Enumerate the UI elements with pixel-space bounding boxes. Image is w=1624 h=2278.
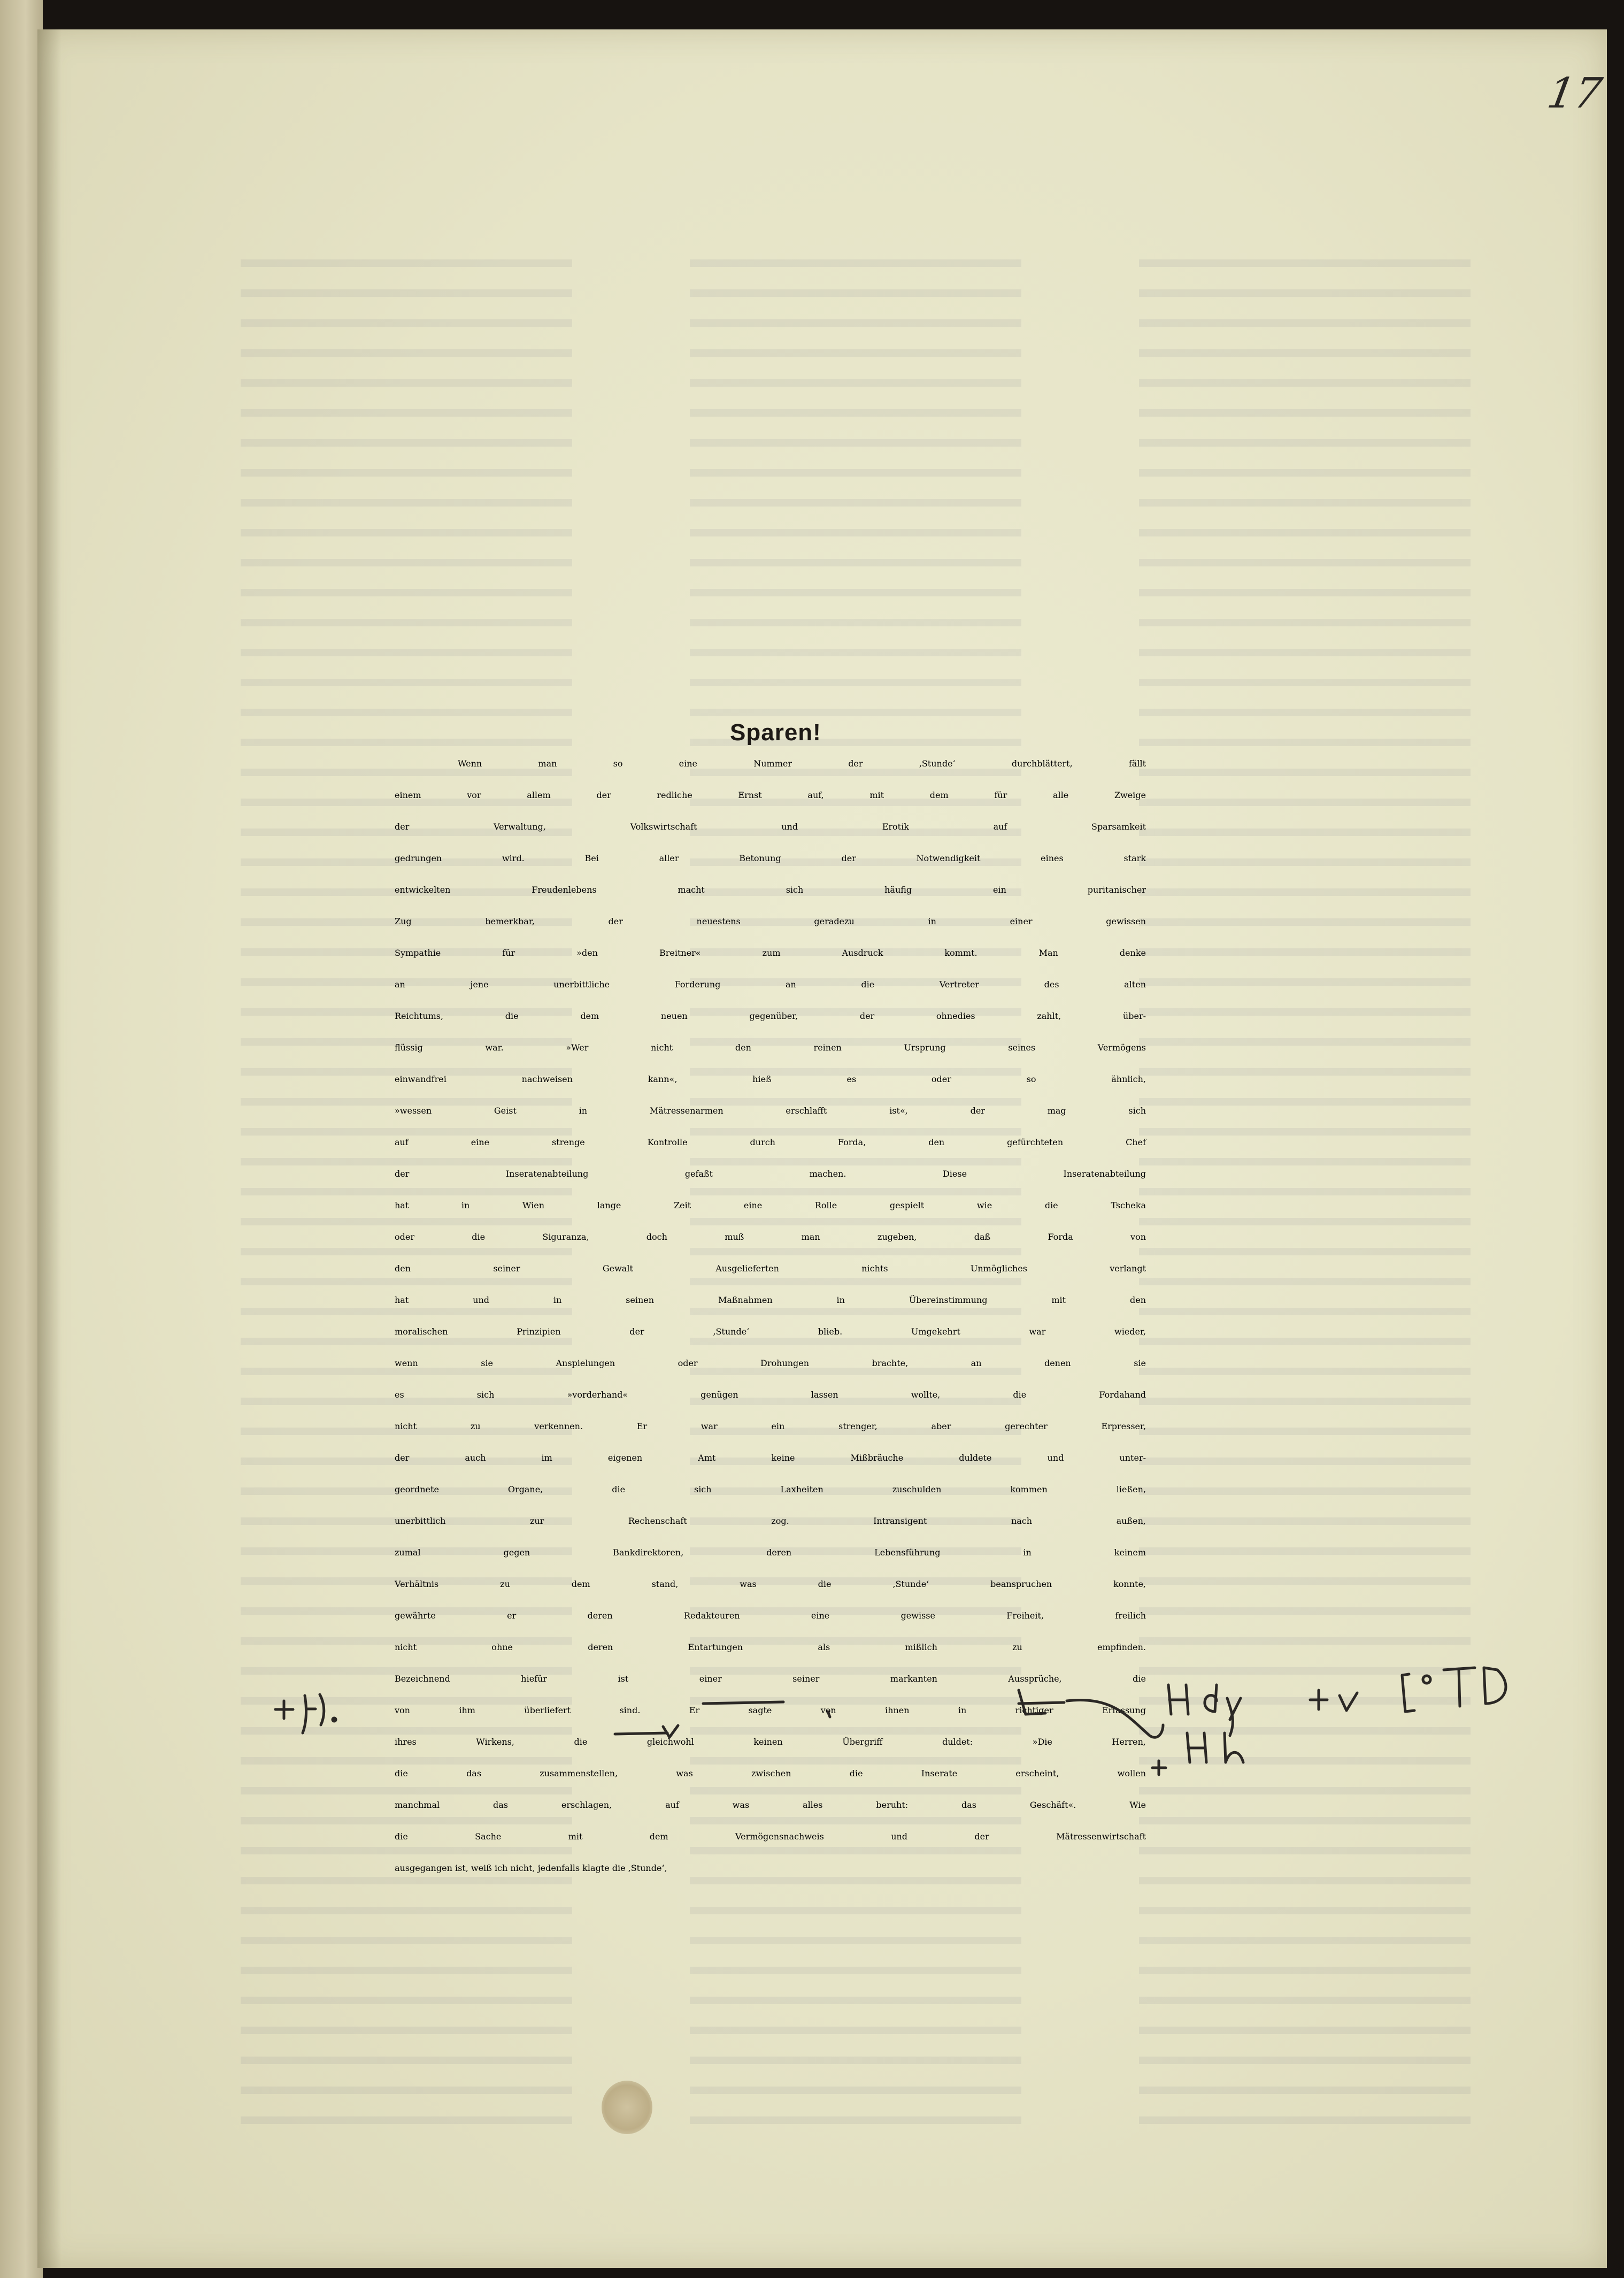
text-line: nicht zu verkennen. Er war ein strenger, aber gerechter Erpresser, [395, 1421, 1146, 1431]
text-line: zumal gegen Bankdirektoren, deren Lebensführung in keinem [395, 1547, 1146, 1558]
text-line: der auch im eigenen Amt keine Mißbräuche duldete und unter- [395, 1453, 1146, 1463]
text-line: geordnete Organe, die sich Laxheiten zuschulden kommen ließen, [395, 1484, 1146, 1494]
text-line: entwickelten Freudenlebens macht sich häufig ein puritanischer [395, 885, 1146, 895]
text-line: manchmal das erschlagen, auf was alles beruht: das Geschäft«. Wie [395, 1800, 1146, 1810]
text-line: flüssig war. »Wer nicht den reinen Ursprung seines Vermögens [395, 1042, 1146, 1053]
text-line: nicht ohne deren Entartungen als mißlich zu empfinden. [395, 1642, 1146, 1652]
text-line: ausgegangen ist, weiß ich nicht, jedenfalls klagte die ‚Stunde‘, [395, 1863, 667, 1873]
text-line: hat und in seinen Maßnahmen in Übereinstimmung mit den [395, 1295, 1146, 1305]
text-line: Verhältnis zu dem stand, was die ‚Stunde‘ beanspruchen konnte, [395, 1579, 1146, 1589]
text-line: einem vor allem der redliche Ernst auf, mit dem für alle Zweige [395, 790, 1146, 800]
text-line: der Verwaltung, Volkswirtschaft und Erotik auf Sparsamkeit [395, 822, 1146, 832]
text-line: unerbittlich zur Rechenschaft zog. Intransigent nach außen, [395, 1516, 1146, 1526]
page-number: 17 [1544, 70, 1606, 118]
text-line: »wessen Geist in Mätressenarmen erschlafft ist«, der mag sich [395, 1106, 1146, 1116]
text-line: gewährte er deren Redakteuren eine gewisse Freiheit, freilich [395, 1610, 1146, 1621]
text-line: Sympathie für »den Breitner« zum Ausdruck kommt. Man denke [395, 948, 1146, 958]
text-line: von ihm überliefert sind. Er sagte von ihnen in richtiger Erfassung [395, 1705, 1146, 1715]
text-line: auf eine strenge Kontrolle durch Forda, den gefürchteten Chef [395, 1137, 1146, 1147]
article-title: Sparen! [730, 719, 821, 746]
text-line: wenn sie Anspielungen oder Drohungen brachte, an denen sie [395, 1358, 1146, 1368]
text-line: es sich »vorderhand« genügen lassen wollte, die Fordahand [395, 1390, 1146, 1400]
text-line: Reichtums, die dem neuen gegenüber, der ohnedies zahlt, über- [395, 1011, 1146, 1021]
text-line: gedrungen wird. Bei aller Betonung der Notwendigkeit eines stark [395, 853, 1146, 863]
text-line: oder die Siguranza, doch muß man zugeben, daß Forda von [395, 1232, 1146, 1242]
text-line: die Sache mit dem Vermögensnachweis und der Mätressenwirtschaft [395, 1831, 1146, 1842]
text-line: ihres Wirkens, die gleichwohl keinen Übergriff duldet: »Die Herren, [395, 1737, 1146, 1747]
text-line: an jene unerbittliche Forderung an die Vertreter des alten [395, 979, 1146, 990]
text-line: die das zusammenstellen, was zwischen die Inserate erscheint, wollen [395, 1768, 1146, 1778]
text-line: Zug bemerkbar, der neuestens geradezu in einer gewissen [395, 916, 1146, 926]
text-line: einwandfrei nachweisen kann«, hieß es oder so ähnlich, [395, 1074, 1146, 1084]
text-line: Wenn man so eine Nummer der ‚Stunde‘ durchblättert, fällt [458, 758, 1146, 769]
text-line: hat in Wien lange Zeit eine Rolle gespielt wie die Tscheka [395, 1200, 1146, 1210]
text-line: der Inseratenabteilung gefaßt machen. Diese Inseratenabteilung [395, 1169, 1146, 1179]
text-line: den seiner Gewalt Ausgelieferten nichts Unmögliches verlangt [395, 1263, 1146, 1274]
text-line: moralischen Prinzipien der ‚Stunde‘ blieb. Umgekehrt war wieder, [395, 1326, 1146, 1337]
text-line: Bezeichnend hiefür ist einer seiner markanten Aussprüche, die [395, 1674, 1146, 1684]
